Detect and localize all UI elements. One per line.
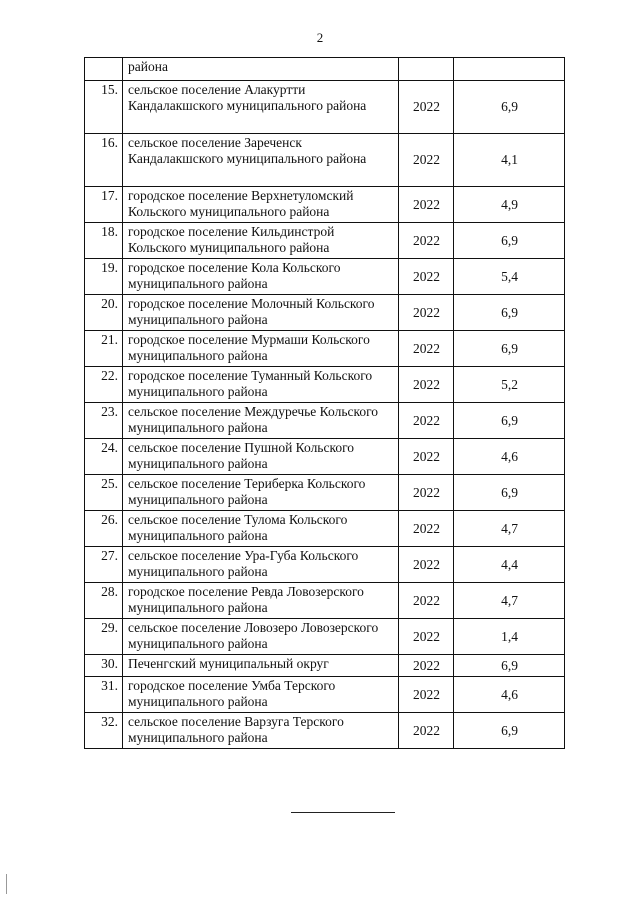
- table-row: [85, 583, 565, 619]
- municipality-name-cell: городское поселение Мурмаши Кольского муниципального района: [123, 331, 399, 367]
- municipality-name-cell: городское поселение Кола Кольского муниципального района: [123, 259, 399, 295]
- value-cell: 6,9: [454, 655, 565, 677]
- table-row: [85, 58, 565, 81]
- table-row: [85, 511, 565, 547]
- row-number-cell: 20.: [85, 295, 123, 331]
- municipality-name-cell: сельское поселение Тулома Кольского муниципального района: [123, 511, 399, 547]
- row-number-cell: 16.: [85, 134, 123, 187]
- year-cell: 2022: [399, 475, 454, 511]
- table-row: [85, 403, 565, 439]
- municipality-name-cell: сельское поселение Териберка Кольского муниципального района: [123, 475, 399, 511]
- municipality-name-cell: городское поселение Умба Терского муниципального района: [123, 677, 399, 713]
- year-cell: [399, 58, 454, 81]
- row-number-cell: 22.: [85, 367, 123, 403]
- row-number-cell: 32.: [85, 713, 123, 749]
- municipality-name-cell: городское поселение Молочный Кольского муниципального района: [123, 295, 399, 331]
- scan-artifact: [6, 874, 7, 894]
- value-cell: 5,2: [454, 367, 565, 403]
- municipality-name-cell: городское поселение Туманный Кольского муниципального района: [123, 367, 399, 403]
- year-cell: 2022: [399, 511, 454, 547]
- row-number-cell: 15.: [85, 81, 123, 134]
- value-cell: 4,7: [454, 511, 565, 547]
- table-row: [85, 619, 565, 655]
- table-row: [85, 439, 565, 475]
- row-number-cell: 17.: [85, 187, 123, 223]
- row-number-cell: 21.: [85, 331, 123, 367]
- row-number-cell: 23.: [85, 403, 123, 439]
- data-table: [84, 57, 565, 749]
- row-number-cell: 18.: [85, 223, 123, 259]
- value-cell: 6,9: [454, 475, 565, 511]
- value-cell: [454, 58, 565, 81]
- table-row: [85, 655, 565, 677]
- table-row: [85, 259, 565, 295]
- year-cell: 2022: [399, 619, 454, 655]
- year-cell: 2022: [399, 295, 454, 331]
- table-row: [85, 367, 565, 403]
- year-cell: 2022: [399, 367, 454, 403]
- footer-divider: [291, 812, 395, 813]
- value-cell: 6,9: [454, 403, 565, 439]
- year-cell: 2022: [399, 713, 454, 749]
- value-cell: 4,6: [454, 439, 565, 475]
- value-cell: 4,9: [454, 187, 565, 223]
- value-cell: 4,6: [454, 677, 565, 713]
- year-cell: 2022: [399, 403, 454, 439]
- value-cell: 4,7: [454, 583, 565, 619]
- municipality-name-cell: сельское поселение Варзуга Терского муниципального района: [123, 713, 399, 749]
- row-number-cell: 19.: [85, 259, 123, 295]
- table-row: [85, 713, 565, 749]
- row-number-cell: 31.: [85, 677, 123, 713]
- year-cell: 2022: [399, 187, 454, 223]
- row-number-cell: 24.: [85, 439, 123, 475]
- municipality-name-cell: сельское поселение Ура-Губа Кольского муниципального района: [123, 547, 399, 583]
- page-number: 2: [316, 30, 324, 45]
- value-cell: 6,9: [454, 223, 565, 259]
- year-cell: 2022: [399, 331, 454, 367]
- municipality-name-cell: сельское поселение Ловозеро Ловозерского муниципального района: [123, 619, 399, 655]
- municipality-name-cell: городское поселение Верхнетуломский Кольского муниципального района: [123, 187, 399, 223]
- year-cell: 2022: [399, 81, 454, 134]
- value-cell: 1,4: [454, 619, 565, 655]
- row-number-cell: 28.: [85, 583, 123, 619]
- value-cell: 5,4: [454, 259, 565, 295]
- table-row: [85, 223, 565, 259]
- municipality-name-cell: района: [123, 58, 399, 81]
- table-row: [85, 475, 565, 511]
- year-cell: 2022: [399, 259, 454, 295]
- year-cell: 2022: [399, 223, 454, 259]
- row-number-cell: 27.: [85, 547, 123, 583]
- table-row: [85, 134, 565, 187]
- municipality-name-cell: Печенгский муниципальный округ: [123, 655, 399, 677]
- year-cell: 2022: [399, 583, 454, 619]
- value-cell: 4,4: [454, 547, 565, 583]
- year-cell: 2022: [399, 439, 454, 475]
- municipality-name-cell: сельское поселение Алакуртти Кандалакшского муниципального района: [123, 81, 399, 134]
- value-cell: 6,9: [454, 331, 565, 367]
- municipality-name-cell: городское поселение Ревда Ловозерского муниципального района: [123, 583, 399, 619]
- table-row: [85, 295, 565, 331]
- value-cell: 4,1: [454, 134, 565, 187]
- year-cell: 2022: [399, 547, 454, 583]
- year-cell: 2022: [399, 134, 454, 187]
- table-row: [85, 331, 565, 367]
- municipality-name-cell: сельское поселение Междуречье Кольского муниципального района: [123, 403, 399, 439]
- value-cell: 6,9: [454, 295, 565, 331]
- table-row: [85, 81, 565, 134]
- municipality-name-cell: сельское поселение Зареченск Кандалакшского муниципального района: [123, 134, 399, 187]
- table-row: [85, 677, 565, 713]
- value-cell: 6,9: [454, 81, 565, 134]
- year-cell: 2022: [399, 655, 454, 677]
- year-cell: 2022: [399, 677, 454, 713]
- table-row: [85, 547, 565, 583]
- row-number-cell: [85, 58, 123, 81]
- municipality-name-cell: городское поселение Кильдинстрой Кольского муниципального района: [123, 223, 399, 259]
- row-number-cell: 30.: [85, 655, 123, 677]
- row-number-cell: 25.: [85, 475, 123, 511]
- row-number-cell: 26.: [85, 511, 123, 547]
- table-body: [85, 58, 565, 749]
- municipality-name-cell: сельское поселение Пушной Кольского муниципального района: [123, 439, 399, 475]
- value-cell: 6,9: [454, 713, 565, 749]
- table-row: [85, 187, 565, 223]
- row-number-cell: 29.: [85, 619, 123, 655]
